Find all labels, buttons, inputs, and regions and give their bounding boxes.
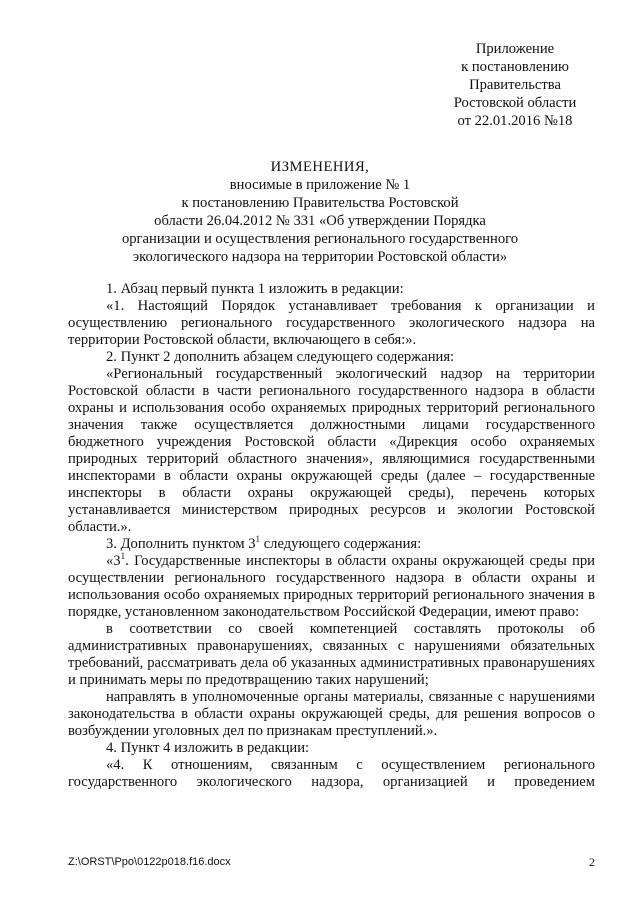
paragraph-text: следующего содержания:	[260, 536, 422, 552]
paragraph-right-2: направлять в уполномоченные органы материалы, связанные с нарушениями законодательства в области охраны окружающей среды, для решения вопросов о возбуждении уголовных дел по признакам преступлений.».	[68, 689, 595, 739]
document-heading	[60, 158, 580, 266]
document-body	[68, 281, 595, 791]
heading-line: организации и осуществления регионального государственного	[121, 231, 519, 247]
paragraph-quote-3	[68, 553, 595, 621]
heading-line: экологического надзора на территории Ростовской области»	[132, 249, 508, 265]
paragraph-item-4: 4. Пункт 4 изложить в редакции:	[106, 740, 310, 756]
file-path: Z:\ORST\Ppo\0122p018.f16.docx	[68, 856, 231, 868]
heading-line: области 26.04.2012 № 331 «Об утверждении Порядка	[154, 213, 486, 229]
paragraph-quote-1: «1. Настоящий Порядок устанавливает требования к организации и осуществлению регионального государственного экологического надзора на территории Ростовской области, включающего в себя:».	[68, 298, 595, 348]
appendix-line: Правительства	[469, 77, 561, 93]
appendix-line: Ростовской области	[453, 95, 577, 111]
superscript: 1	[120, 551, 126, 562]
paragraph-item-1: 1. Абзац первый пункта 1 изложить в редакции:	[106, 281, 404, 297]
paragraph-quote-2: «Региональный государственный экологический надзор на территории Ростовской области в части регионального государственного надзора в области охраны и использования особо охраняемых природных территорий регионального значения также осуществляется должностными лицами государственного бюджетного учреждения Ростовской области «Дирекция особо охраняемых природных территорий областного значения», являющимися государственными инспекторами в области охраны окружающей среды (далее – государственные инспекторы в области охраны окружающей среды), перечень которых устанавливается министерством природных ресурсов и экологии Ростовской области.».	[68, 366, 595, 535]
paragraph-item-2: 2. Пункт 2 дополнить абзацем следующего содержания:	[106, 349, 455, 365]
paragraph-quote-4: «4. К отношениям, связанным с осуществлением регионального государственного экологического надзора, организацией и проведением	[68, 757, 595, 790]
document-title: ИЗМЕНЕНИЯ,	[270, 159, 370, 175]
appendix-date-line: от 22.01.2016 №18	[457, 113, 573, 129]
paragraph-item-3	[68, 536, 595, 553]
paragraph-text: 3. Дополнить пунктом 3	[106, 536, 256, 552]
heading-line: к постановлению Правительства Ростовской	[181, 195, 459, 211]
appendix-line: Приложение	[475, 41, 555, 57]
paragraph-right-1: в соответствии со своей компетенцией составлять протоколы об административных правонарушениях, связанных с нарушениями обязательных требований, рассматривать дела об указанных административных правонарушениях и принимать меры по предотвращению таких нарушений;	[68, 621, 595, 688]
appendix-line: к постановлению	[461, 59, 569, 75]
page-number: 2	[589, 855, 595, 869]
paragraph-text: . Государственные инспекторы в области охраны окружающей среды при осуществлении регионального государственного надзора в области охраны и использования особо охраняемых природных территорий регионального значения в порядке, установленном законодательством Российской Федерации, имеют право:	[68, 553, 595, 620]
superscript: 1	[255, 534, 261, 545]
appendix-block	[420, 40, 610, 130]
paragraph-text: «3	[106, 553, 121, 569]
heading-line: вносимые в приложение № 1	[229, 177, 411, 193]
